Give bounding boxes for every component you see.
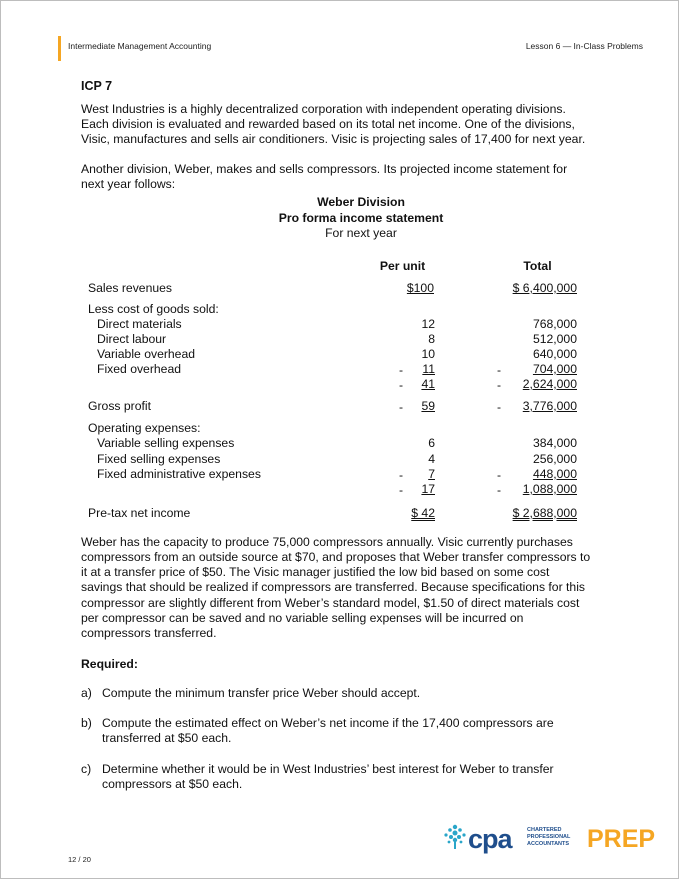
- net-income-label: Pre-tax net income: [88, 506, 191, 520]
- gross-profit-total: 3,776,000: [522, 399, 577, 413]
- fixed-admin-per-unit: 7: [428, 467, 435, 481]
- intro-line: West Industries is a highly decentralized corporation with independent operating divisions.: [81, 102, 566, 116]
- header-course-title: Intermediate Management Accounting: [68, 41, 212, 51]
- fixed-selling-total: 256,000: [532, 452, 577, 466]
- net-income-total: $ 2,688,000: [512, 506, 577, 520]
- direct-materials-total: 768,000: [532, 317, 577, 331]
- variable-overhead-total: 640,000: [532, 347, 577, 361]
- logo-prep-text: PREP: [587, 825, 656, 853]
- problem-heading: ICP 7: [81, 79, 113, 93]
- variable-selling-per-unit: 6: [428, 436, 435, 450]
- operating-expenses-label: Operating expenses:: [88, 421, 201, 435]
- question-marker: b): [81, 716, 92, 730]
- fixed-admin-total: 448,000: [532, 467, 577, 481]
- intro-line: next year follows:: [81, 177, 176, 191]
- direct-labour-label: Direct labour: [97, 332, 167, 346]
- sales-total: $ 6,400,000: [512, 281, 577, 295]
- operating-expenses-total: 1,088,000: [522, 482, 577, 496]
- question-text: Compute the minimum transfer price Weber should accept.: [102, 686, 421, 700]
- column-header-total: Total: [523, 259, 552, 273]
- direct-labour-total: 512,000: [532, 332, 577, 346]
- body-line: compressors transferred.: [81, 626, 217, 640]
- cogs-per-unit: 41: [421, 377, 435, 391]
- cpa-prep-logo: [440, 822, 656, 856]
- logo-cpa-text: cpa: [468, 824, 512, 854]
- fixed-selling-label: Fixed selling expenses: [97, 452, 221, 466]
- gross-profit-label: Gross profit: [88, 399, 151, 413]
- body-line: per compressor can be saved and no variable selling expenses will be incurred on: [81, 611, 524, 625]
- intro-line: Each division is evaluated and rewarded based on its total net income. One of the divisions,: [81, 117, 575, 131]
- direct-materials-label: Direct materials: [97, 317, 182, 331]
- question-text: compressors at $50 each.: [102, 777, 243, 791]
- logo-small-text: [527, 827, 570, 848]
- statement-period: For next year: [325, 226, 397, 240]
- cogs-total: 2,624,000: [522, 377, 577, 391]
- logo-small-line: CHARTERED: [527, 827, 562, 833]
- question-marker: a): [81, 686, 92, 700]
- variable-overhead-per-unit: 10: [421, 347, 435, 361]
- question-marker: c): [81, 762, 92, 776]
- operating-expenses-per-unit: 17: [421, 482, 435, 496]
- intro-line: Another division, Weber, makes and sells compressors. Its projected income statement for: [81, 162, 568, 176]
- logo-small-line: PROFESSIONAL: [527, 834, 571, 840]
- question-text: transferred at $50 each.: [102, 731, 232, 745]
- column-header-per-unit: Per unit: [379, 259, 426, 273]
- direct-labour-per-unit: 8: [428, 332, 435, 346]
- net-income-per-unit: $ 42: [411, 506, 435, 520]
- body-line: it at a transfer price of $50. The Visic manager justified the low bid based on some cost: [81, 565, 550, 579]
- required-heading: Required:: [81, 657, 138, 671]
- body-line: savings that should be realized if compressors are transferred. Because specifications for this: [81, 580, 585, 594]
- fixed-overhead-label: Fixed overhead: [97, 362, 182, 376]
- sales-label: Sales revenues: [88, 281, 173, 295]
- statement-subtitle: Pro forma income statement: [278, 211, 444, 225]
- statement-title: Weber Division: [317, 195, 405, 209]
- body-line: compressor are slightly different from Weber’s standard model, $1.50 of direct materials cost: [81, 596, 580, 610]
- question-text: Compute the estimated effect on Weber’s net income if the 17,400 compressors are: [102, 716, 554, 730]
- fixed-overhead-per-unit: 11: [422, 362, 435, 376]
- direct-materials-per-unit: 12: [421, 317, 435, 331]
- variable-selling-label: Variable selling expenses: [97, 436, 235, 450]
- maple-leaf-icon: [440, 822, 470, 852]
- header-lesson-title: Lesson 6 — In-Class Problems: [525, 41, 643, 51]
- gross-profit-per-unit: 59: [421, 399, 435, 413]
- question-text: Determine whether it would be in West Industries’ best interest for Weber to transfer: [102, 762, 554, 776]
- page-number: 12 / 20: [68, 855, 91, 864]
- header-accent-bar: [58, 36, 61, 61]
- cogs-label: Less cost of goods sold:: [88, 302, 219, 316]
- body-line: compressors from an outside source at $70, and proposes that Weber transfer compressors to: [81, 550, 591, 564]
- variable-selling-total: 384,000: [532, 436, 577, 450]
- sales-per-unit: $100: [406, 281, 434, 295]
- body-line: Weber has the capacity to produce 75,000 compressors annually. Visic currently purchases: [81, 535, 573, 549]
- intro-line: Visic, manufactures and sells air conditioners. Visic is projecting sales of 17,400 for next year.: [81, 132, 586, 146]
- logo-small-line: ACCOUNTANTS: [527, 841, 570, 847]
- fixed-overhead-total: 704,000: [532, 362, 577, 376]
- fixed-selling-per-unit: 4: [428, 452, 435, 466]
- variable-overhead-label: Variable overhead: [97, 347, 196, 361]
- fixed-admin-label: Fixed administrative expenses: [97, 467, 261, 481]
